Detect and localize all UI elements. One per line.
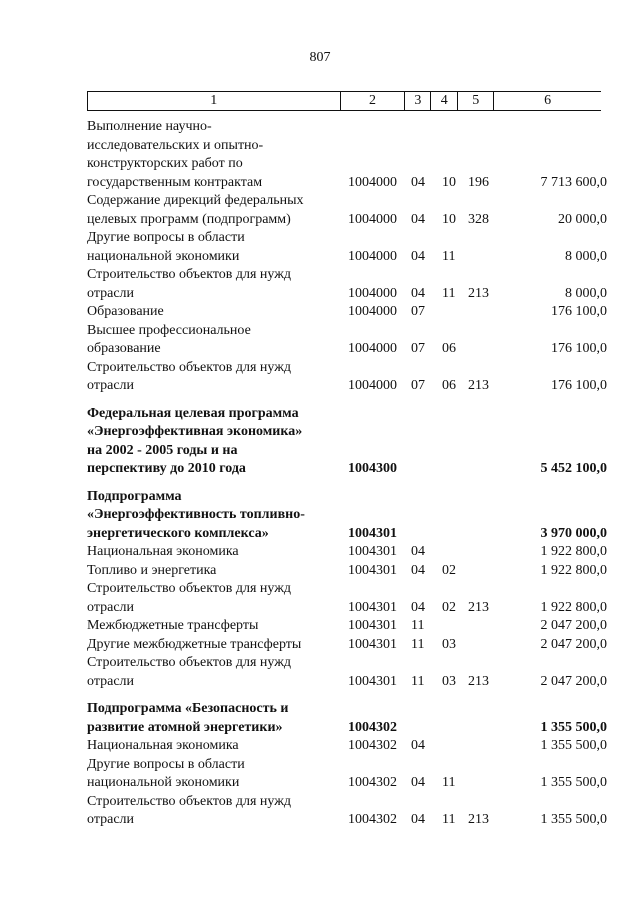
row-col-3: 11 — [411, 636, 425, 652]
row-amount: 2 047 200,0 — [540, 673, 607, 689]
row-name: Национальная экономика — [87, 544, 239, 559]
row-name: Другие вопросы в области национальной экономики — [87, 756, 245, 790]
row-amount: 5 452 100,0 — [540, 461, 607, 476]
row-code: 1004000 — [348, 248, 397, 264]
table-row — [0, 266, 640, 303]
row-name: Строительство объектов для нужд отрасли — [87, 655, 292, 689]
row-code: 1004301 — [348, 525, 397, 541]
row-col-4: 11 — [442, 248, 456, 264]
row-col-4: 03 — [442, 673, 456, 689]
row-code: 1004301 — [348, 544, 397, 559]
row-col-3: 11 — [411, 673, 425, 689]
row-code: 1004000 — [348, 174, 397, 190]
row-amount: 1 355 500,0 — [540, 812, 607, 827]
row-name: Федеральная целевая программа «Энергоэффективная экономика» на 2002 - 2005 годы и на перспективу до 2010 года — [87, 405, 303, 476]
row-amount: 176 100,0 — [551, 341, 607, 356]
row-col-3: 07 — [411, 341, 425, 356]
row-code: 1004301 — [348, 562, 397, 578]
row-code: 1004000 — [348, 341, 397, 356]
row-amount: 1 355 500,0 — [540, 738, 607, 753]
row-code: 1004302 — [348, 719, 397, 735]
row-col-3: 04 — [411, 775, 425, 790]
row-amount: 2 047 200,0 — [540, 636, 607, 652]
table-row — [0, 562, 640, 581]
row-name: Строительство объектов для нужд отрасли — [87, 267, 292, 301]
row-amount: 20 000,0 — [558, 211, 607, 227]
row-name: Межбюджетные трансферты — [87, 618, 259, 633]
row-code: 1004302 — [348, 738, 397, 753]
row-col-5: 213 — [468, 285, 489, 301]
row-code: 1004000 — [348, 304, 397, 319]
row-name: Выполнение научно- исследовательских и опытно- конструкторских работ по государственным контрактам — [87, 119, 264, 190]
row-col-3: 04 — [411, 248, 425, 264]
row-col-4: 10 — [442, 211, 456, 227]
table-row — [0, 303, 640, 322]
program-row — [0, 700, 640, 737]
row-col-3: 04 — [411, 562, 425, 578]
program-row — [0, 488, 640, 544]
row-name: Высшее профессиональное образование — [87, 322, 251, 356]
row-col-4: 02 — [442, 562, 456, 578]
header-col-3: 3 — [405, 92, 431, 110]
table-row — [0, 229, 640, 266]
row-code: 1004302 — [348, 775, 397, 790]
row-code: 1004301 — [348, 636, 397, 652]
row-code: 1004301 — [348, 599, 397, 615]
row-col-4: 11 — [442, 812, 456, 827]
table-row — [0, 118, 640, 192]
row-col-4: 06 — [442, 341, 456, 356]
row-amount: 8 000,0 — [565, 248, 607, 264]
row-name: Национальная экономика — [87, 738, 239, 753]
header-col-2: 2 — [341, 92, 406, 110]
table-row — [0, 793, 640, 830]
row-col-5: 213 — [468, 673, 489, 689]
row-name: Строительство объектов для нужд отрасли — [87, 793, 292, 827]
row-col-3: 04 — [411, 812, 425, 827]
row-amount: 1 922 800,0 — [540, 599, 607, 615]
row-col-3: 04 — [411, 738, 425, 753]
table-row — [0, 580, 640, 617]
program-row — [0, 405, 640, 479]
row-name: Образование — [87, 304, 164, 319]
table-row — [0, 756, 640, 793]
row-col-4: 11 — [442, 285, 456, 301]
row-name: Строительство объектов для нужд отрасли — [87, 359, 292, 393]
table-row — [0, 322, 640, 359]
row-amount: 8 000,0 — [565, 285, 607, 301]
table-row — [0, 543, 640, 562]
row-col-5: 213 — [468, 378, 489, 393]
table-row — [0, 359, 640, 396]
row-amount: 1 355 500,0 — [540, 775, 607, 790]
row-code: 1004302 — [348, 812, 397, 827]
header-col-1: 1 — [88, 92, 341, 110]
row-col-4: 10 — [442, 174, 456, 190]
header-col-5: 5 — [458, 92, 494, 110]
row-col-4: 02 — [442, 599, 456, 615]
table-row — [0, 636, 640, 655]
row-col-3: 07 — [411, 378, 425, 393]
table-header — [87, 91, 601, 111]
row-name: Подпрограмма «Энергоэффективность топливно- энергетического комплекса» — [87, 488, 305, 541]
row-amount: 1 922 800,0 — [540, 562, 607, 578]
header-col-6: 6 — [544, 93, 552, 108]
row-code: 1004301 — [348, 618, 397, 633]
row-col-5: 213 — [468, 599, 489, 615]
page-number: 807 — [309, 50, 331, 65]
row-col-3: 04 — [411, 174, 425, 190]
row-code: 1004300 — [348, 461, 397, 476]
row-code: 1004000 — [348, 211, 397, 227]
row-col-4: 03 — [442, 636, 456, 652]
row-col-4: 06 — [442, 378, 456, 393]
row-col-3: 07 — [411, 304, 425, 319]
row-name: Строительство объектов для нужд отрасли — [87, 581, 292, 615]
row-code: 1004000 — [348, 285, 397, 301]
header-col-4: 4 — [431, 92, 458, 110]
row-amount: 1 922 800,0 — [540, 544, 607, 559]
table-row — [0, 737, 640, 756]
row-col-5: 196 — [468, 174, 489, 190]
row-name: Подпрограмма «Безопасность и развитие атомной энергетики» — [87, 701, 289, 735]
row-col-5: 328 — [468, 211, 489, 227]
row-col-3: 11 — [411, 618, 425, 633]
row-code: 1004000 — [348, 378, 397, 393]
row-col-5: 213 — [468, 812, 489, 827]
row-col-3: 04 — [411, 599, 425, 615]
row-col-3: 04 — [411, 544, 425, 559]
row-amount: 176 100,0 — [551, 378, 607, 393]
row-name: Другие межбюджетные трансферты — [87, 636, 302, 652]
row-amount: 176 100,0 — [551, 304, 607, 319]
table-row — [0, 192, 640, 229]
row-code: 1004301 — [348, 673, 397, 689]
budget-table-body — [0, 118, 640, 830]
row-amount: 3 970 000,0 — [540, 525, 607, 541]
table-row — [0, 654, 640, 691]
row-name: Содержание дирекций федеральных целевых программ (подпрограмм) — [87, 193, 304, 227]
row-amount: 1 355 500,0 — [540, 719, 607, 735]
table-row — [0, 617, 640, 636]
row-col-3: 04 — [411, 285, 425, 301]
row-name: Другие вопросы в области национальной экономики — [87, 230, 245, 264]
row-col-3: 04 — [411, 211, 425, 227]
row-amount: 2 047 200,0 — [540, 618, 607, 633]
row-amount: 7 713 600,0 — [540, 174, 607, 190]
row-name: Топливо и энергетика — [87, 562, 217, 578]
row-col-4: 11 — [442, 775, 456, 790]
